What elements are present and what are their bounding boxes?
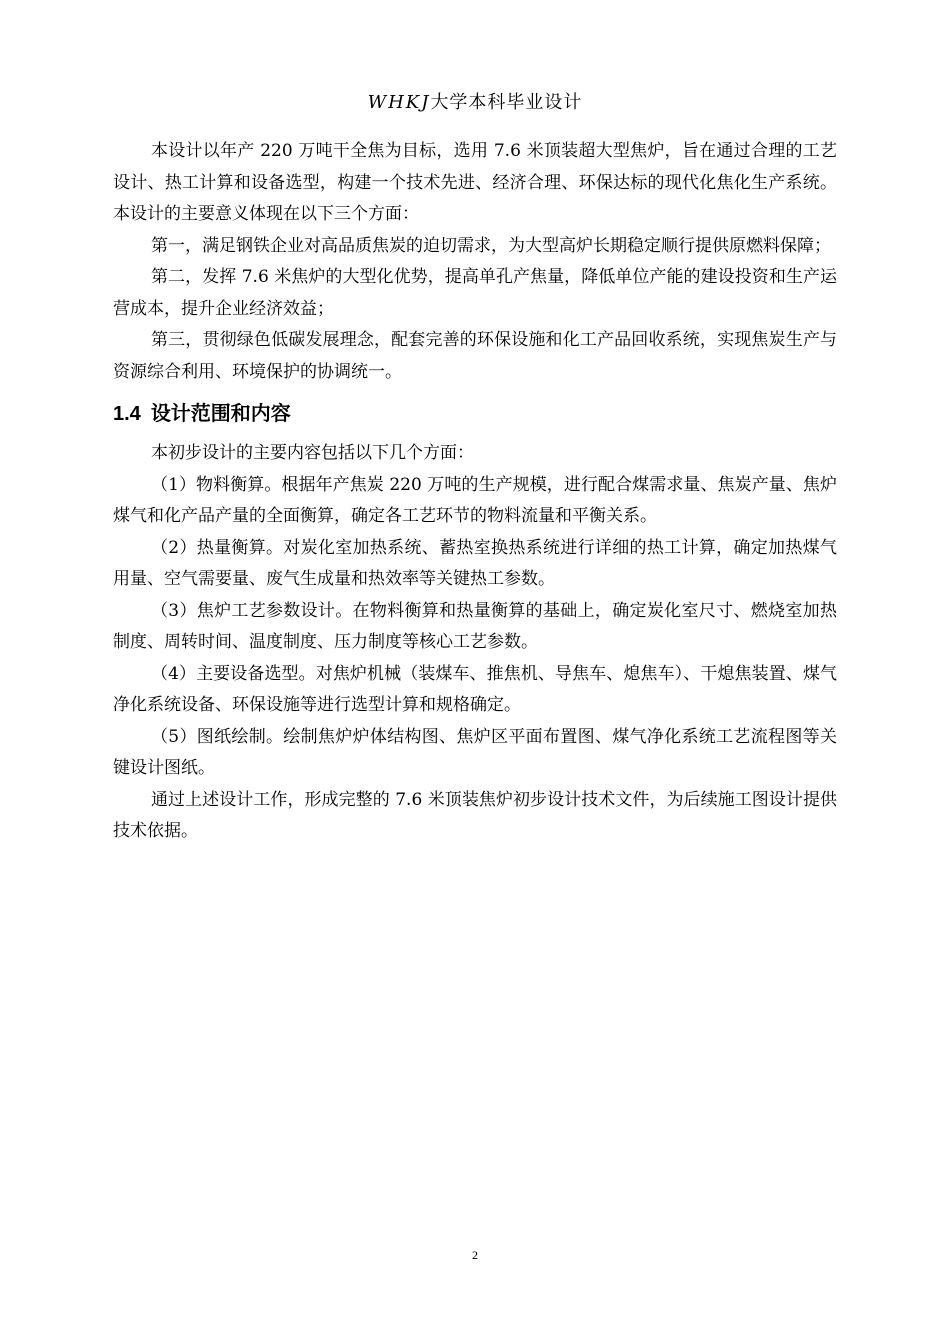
header-title: 大学本科毕业设计 bbox=[430, 92, 583, 113]
header-brand: WHKJ bbox=[367, 92, 431, 113]
paragraph: （2）热量衡算。对炭化室加热系统、蓄热室换热系统进行详细的热工计算，确定加热煤气用量、空气需要量、废气生成量和热效率等关键热工参数。 bbox=[113, 537, 837, 589]
paragraph: 第二，发挥 7.6 米焦炉的大型化优势，提高单孔产焦量，降低单位产能的建设投资和生产运营成本，提升企业经济效益； bbox=[113, 267, 837, 319]
page-number: 2 bbox=[472, 1248, 478, 1262]
paragraph: 第一，满足钢铁企业对高品质焦炭的迫切需求，为大型高炉长期稳定顺行提供原燃料保障； bbox=[151, 235, 831, 256]
paragraph: 本设计以年产 220 万吨干全焦为目标，选用 7.6 米顶装超大型焦炉，旨在通过合理的工艺设计、热工计算和设备选型，构建一个技术先进、经济合理、环保达标的现代化焦化生产系统。本设计的主要意义体现在以下三个方面： bbox=[113, 141, 837, 224]
page-header bbox=[0, 90, 950, 116]
paragraph: 通过上述设计工作，形成完整的 7.6 米顶装焦炉初步设计技术文件，为后续施工图设计提供技术依据。 bbox=[113, 789, 837, 841]
paragraph: 第三，贯彻绿色低碳发展理念，配套完善的环保设施和化工产品回收系统，实现焦炭生产与资源综合利用、环境保护的协调统一。 bbox=[113, 330, 837, 382]
section-heading bbox=[113, 395, 837, 432]
paragraph: （4）主要设备选型。对焦炉机械（装煤车、推焦机、导焦车、熄焦车）、干熄焦装置、煤气净化系统设备、环保设施等进行选型计算和规格确定。 bbox=[113, 663, 837, 715]
paragraph: （5）图纸绘制。绘制焦炉炉体结构图、焦炉区平面布置图、煤气净化系统工艺流程图等关键设计图纸。 bbox=[113, 726, 837, 778]
paragraph: （1）物料衡算。根据年产焦炭 220 万吨的生产规模，进行配合煤需求量、焦炭产量、焦炉煤气和化产品产量的全面衡算，确定各工艺环节的物料流量和平衡关系。 bbox=[113, 474, 837, 526]
paragraph: 本初步设计的主要内容包括以下几个方面： bbox=[151, 443, 474, 463]
section-title: 设计范围和内容 bbox=[150, 401, 291, 425]
paragraph: （3）焦炉工艺参数设计。在物料衡算和热量衡算的基础上，确定炭化室尺寸、燃烧室加热制度、周转时间、温度制度、压力制度等核心工艺参数。 bbox=[113, 600, 837, 652]
section-number: 1.4 bbox=[113, 403, 141, 425]
document-body bbox=[113, 136, 837, 848]
